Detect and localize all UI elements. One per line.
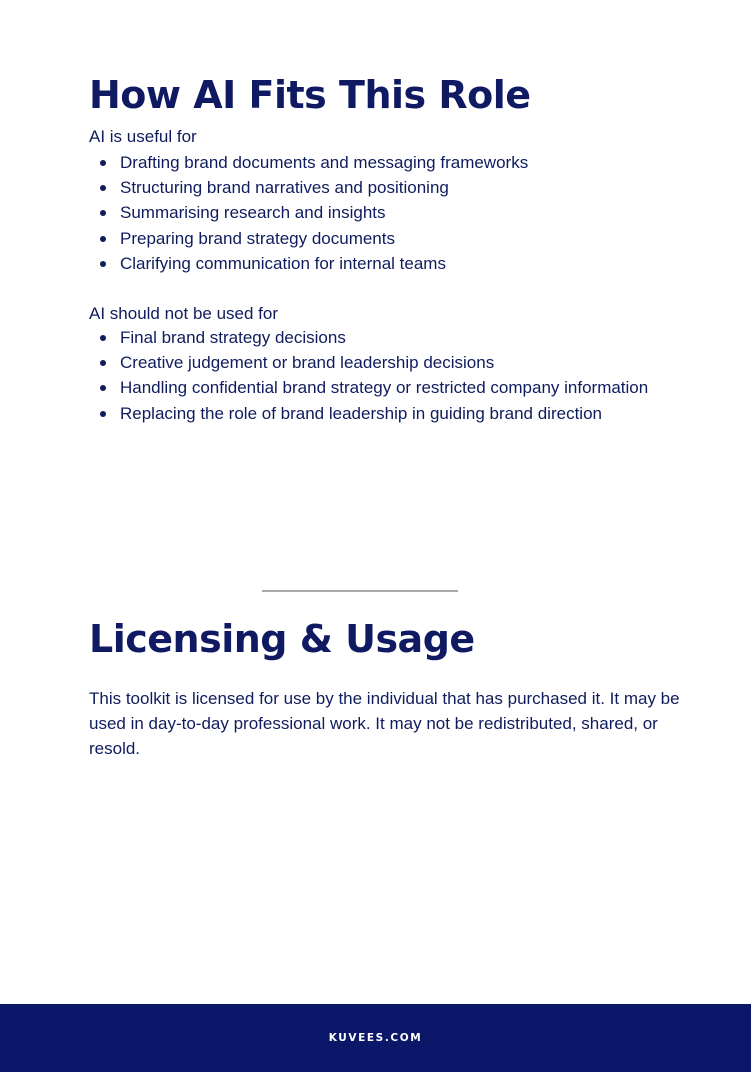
section-title-ai: How AI Fits This Role [89,73,531,117]
list-item: Drafting brand documents and messaging frameworks [89,150,679,175]
useful-list [89,150,679,276]
list-item: Handling confidential brand strategy or restricted company information [89,375,679,400]
list-item: Summarising research and insights [89,200,679,225]
section-title-licensing: Licensing & Usage [89,617,475,661]
list-item: Structuring brand narratives and positioning [89,175,679,200]
section-divider [262,590,458,592]
list-item: Preparing brand strategy documents [89,226,679,251]
footer-website-link[interactable]: KUVEES.COM [328,1032,423,1044]
list-item: Final brand strategy decisions [89,325,679,350]
useful-intro: AI is useful for [89,127,197,146]
footer-bar [0,1004,751,1072]
licensing-body: This toolkit is licensed for use by the individual that has purchased it. It may be used in day-to-day professional work. It may not be redistributed, shared, or resold. [89,689,680,758]
not-used-list [89,325,679,426]
not-used-intro: AI should not be used for [89,304,279,323]
list-item: Replacing the role of brand leadership in guiding brand direction [89,401,679,426]
list-item: Clarifying communication for internal teams [89,251,679,276]
list-item: Creative judgement or brand leadership decisions [89,350,679,375]
